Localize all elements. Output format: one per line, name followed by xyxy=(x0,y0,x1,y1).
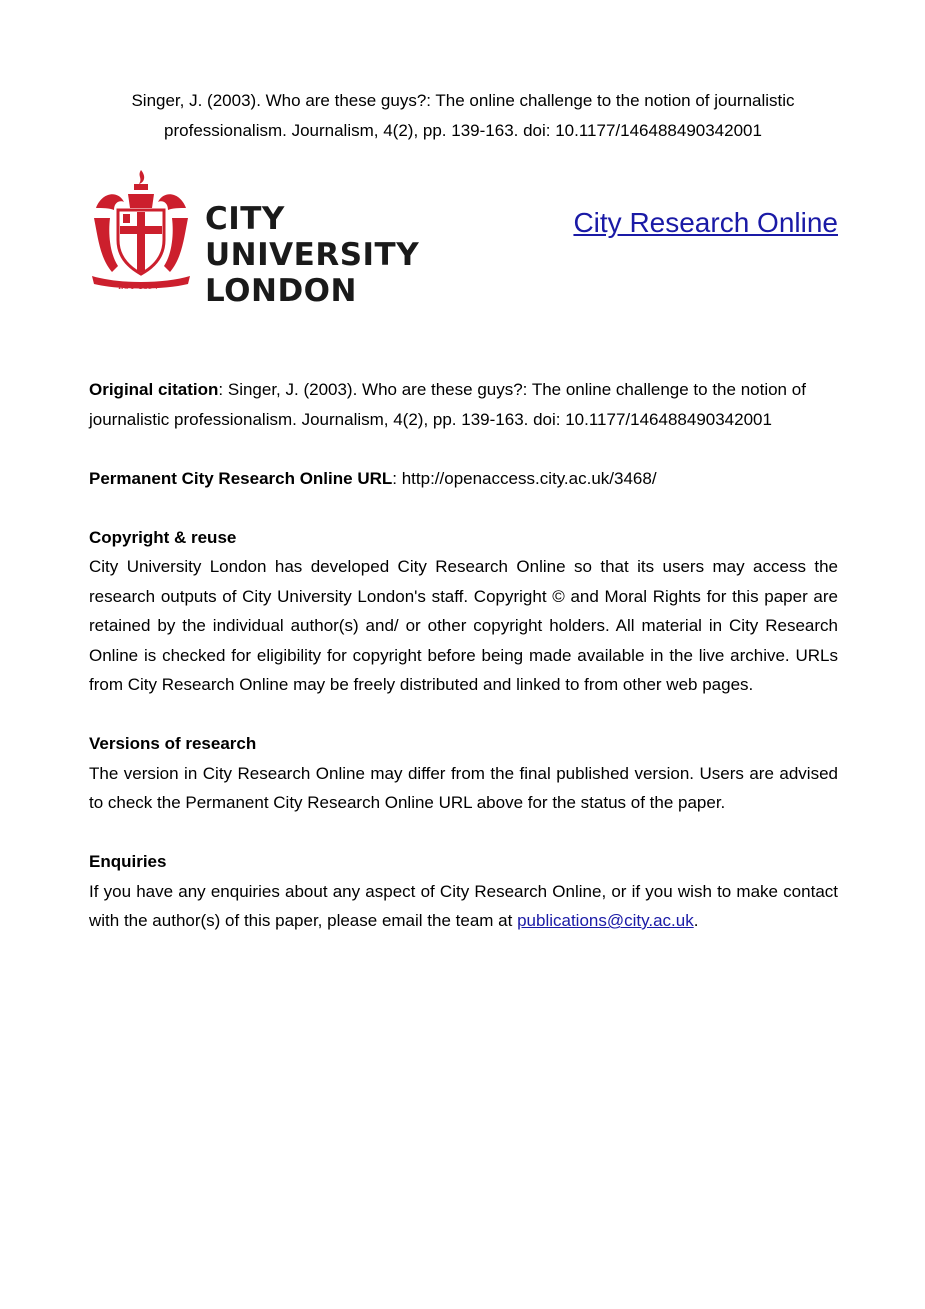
original-citation-text: : Singer, J. (2003). Who are these guys?: The online challenge to the notion of journalistic professionalism. Journalism, 4(2), pp. 139-163. doi: 10.1177/146488490342001 xyxy=(89,380,806,429)
cover-body xyxy=(89,375,838,965)
enquiries-text: If you have any enquiries about any aspect of City Research Online, or if you wish to make contact with the author(s) of this paper, please email the team at xyxy=(89,881,838,930)
header-citation: Singer, J. (2003). Who are these guys?: The online challenge to the notion of journalistic professionalism. Journalism, 4(2), pp. 139-163. doi: 10.1177/146488490342001 xyxy=(131,91,795,140)
city-research-online-link[interactable]: City Research Online xyxy=(573,207,838,238)
copyright-heading: Copyright & reuse xyxy=(89,527,237,547)
logo-wordmark xyxy=(205,201,488,309)
enquiries-heading: Enquiries xyxy=(89,852,167,871)
versions-text: The version in City Research Online may differ from the final published version. Users are advised to check the Permanent City Research Online URL above for the status of the paper. xyxy=(89,763,838,812)
permanent-url xyxy=(89,464,838,494)
versions-heading: Versions of research xyxy=(89,734,257,753)
original-citation xyxy=(89,375,838,434)
logo-line-1: CITY UNIVERSITY xyxy=(205,201,420,273)
permanent-url-label: Permanent City Research Online URL xyxy=(89,468,393,488)
copyright-text: City University London has developed City Research Online so that its users may access the research outputs of City University London's staff. Copyright © and Moral Rights for this paper are retained by the individual author(s) and/ or other copyright holders. All material in City Research Online is checked for eligibility for copyright before being made available in the live archive. URLs from City Research Online may be freely distributed and linked to from other web pages. xyxy=(89,557,838,694)
logo-line-2: LONDON xyxy=(205,273,357,309)
enquiries-text-block xyxy=(89,877,838,936)
enquiries-section xyxy=(89,847,838,936)
crest-icon xyxy=(88,168,194,296)
permanent-url-text: : http://openaccess.city.ac.uk/3468/ xyxy=(392,468,657,488)
copyright-section xyxy=(89,523,838,700)
enquiries-suffix: . xyxy=(693,911,699,930)
city-university-logo xyxy=(88,168,488,309)
enquiries-email-link[interactable]: publications@city.ac.uk xyxy=(517,911,694,930)
logo-est: EST 1894 xyxy=(118,281,159,291)
original-citation-label: Original citation xyxy=(89,380,219,399)
versions-section xyxy=(89,729,838,818)
